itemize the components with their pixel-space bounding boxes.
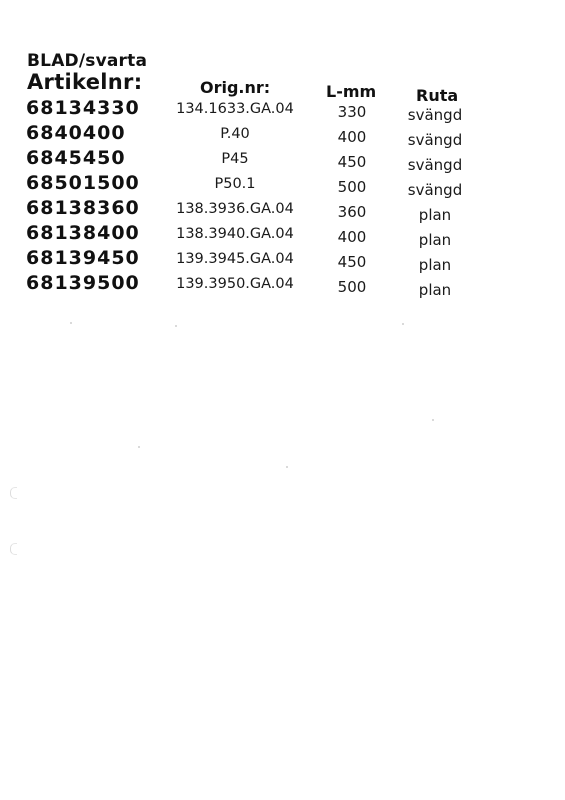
artikel-number: 68138400 [26,222,140,244]
scan-speck [70,322,72,324]
header-artikelnr: Artikelnr: [27,70,143,94]
scan-speck [286,466,288,468]
length-value: 450 [337,253,367,271]
document-title: BLAD/svarta [27,51,148,71]
length-value: 400 [337,228,367,246]
orig-number: P50.1 [214,176,256,192]
orig-number: P.40 [220,126,250,142]
ruta-value: plan [418,256,452,274]
artikel-number: 6840400 [26,122,126,144]
ruta-value: svängd [407,156,463,174]
table-row [0,222,565,247]
length-value: 400 [337,128,367,146]
length-value: 360 [337,203,367,221]
artikel-number: 68139450 [26,247,140,269]
table-row [0,122,565,147]
orig-number: 138.3940.GA.04 [176,226,294,242]
table-row [0,172,565,197]
length-value: 500 [337,178,367,196]
orig-number: 139.3950.GA.04 [176,276,294,292]
orig-number: 134.1633.GA.04 [176,101,294,117]
scan-speck [175,325,177,327]
scan-edge-mark [10,543,17,555]
ruta-value: plan [418,231,452,249]
artikel-number: 68501500 [26,172,140,194]
orig-number: P45 [221,151,249,167]
scan-speck [432,419,434,421]
ruta-value: svängd [407,106,463,124]
artikel-number: 68134330 [26,97,140,119]
scan-edge-mark [10,487,17,499]
scan-speck [138,446,140,448]
ruta-value: plan [418,206,452,224]
table-row [0,247,565,272]
table-row [0,147,565,172]
ruta-value: plan [418,281,452,299]
orig-number: 139.3945.GA.04 [176,251,294,267]
table-row [0,97,565,122]
header-ruta: Ruta [416,86,459,105]
length-value: 500 [337,278,367,296]
artikel-number: 6845450 [26,147,126,169]
artikel-number: 68139500 [26,272,140,294]
ruta-value: svängd [407,131,463,149]
table-row [0,272,565,297]
orig-number: 138.3936.GA.04 [176,201,294,217]
length-value: 330 [337,103,367,121]
scan-speck [402,323,404,325]
table-row [0,197,565,222]
length-value: 450 [337,153,367,171]
header-orig-nr: Orig.nr: [200,78,271,97]
ruta-value: svängd [407,181,463,199]
artikel-number: 68138360 [26,197,140,219]
header-length-mm: L-mm [326,82,377,101]
